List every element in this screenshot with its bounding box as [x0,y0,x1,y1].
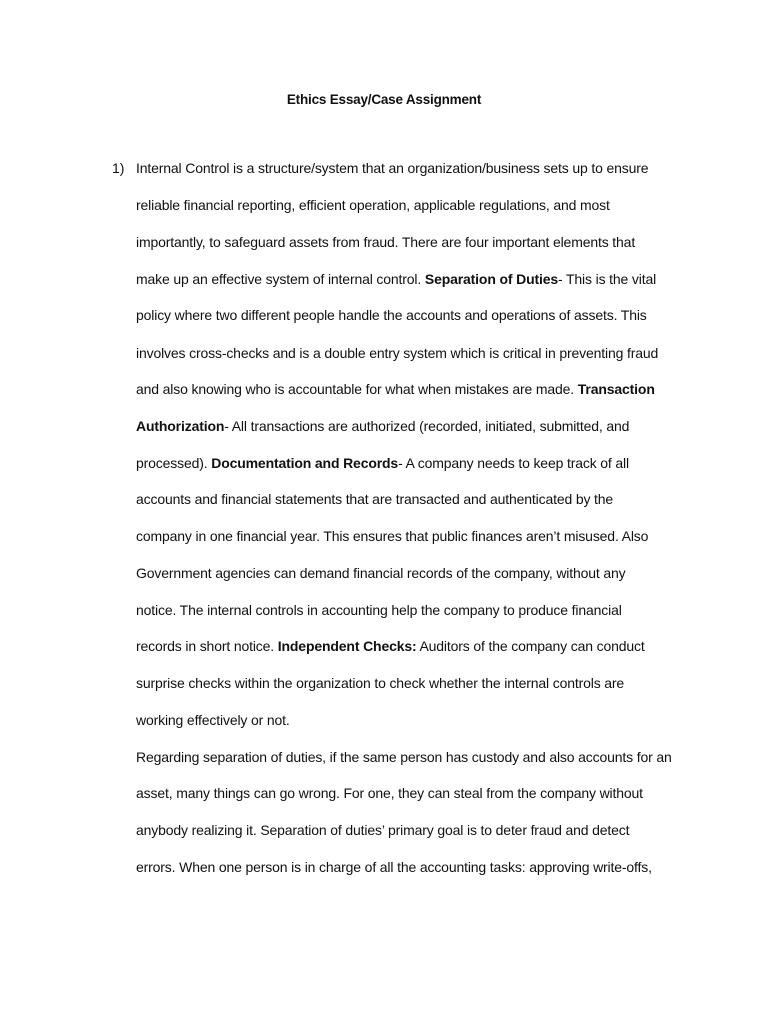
body-text: anybody realizing it. Separation of duties’ primary goal is to deter fraud and detect [136,822,630,838]
body-text: - All transactions are authorized (recorded, initiated, submitted, and [224,418,630,434]
body-text-line [136,233,635,251]
body-text: policy where two different people handle the accounts and operations of assets. This [136,307,647,323]
body-text-line [136,748,672,766]
bold-heading-text: Documentation and Records [211,455,399,471]
list-item-number: 1) [112,160,125,176]
body-text-line [136,159,648,177]
body-text: asset, many things can go wrong. For one, they can steal from the company without [136,785,643,801]
body-text-line [136,858,652,876]
body-text-line [136,564,626,582]
body-text: notice. The internal controls in accounting help the company to produce financial [136,602,622,618]
body-text: surprise checks within the organization to check whether the internal controls are [136,675,625,691]
body-text: make up an effective system of internal control. [136,271,425,287]
body-text: and also knowing who is accountable for what when mistakes are made. [136,381,578,397]
bold-heading-text: Independent Checks: [277,638,417,654]
body-text: involves cross-checks and is a double entry system which is critical in preventing fraud [136,345,659,361]
body-text-line [136,454,629,472]
body-text-line [136,674,624,692]
body-text-line [136,490,613,508]
body-text: company in one financial year. This ensures that public finances aren’t misused. Also [136,528,649,544]
document-title: Ethics Essay/Case Assignment [286,92,482,107]
body-text-line [136,784,643,802]
body-text: importantly, to safeguard assets from fraud. There are four important elements that [136,234,636,250]
body-text-line [136,196,610,214]
bold-heading-text: Separation of Duties [424,271,559,287]
body-text: errors. When one person is in charge of all the accounting tasks: approving write-offs, [136,859,652,875]
body-text-line [136,821,629,839]
body-text: Regarding separation of duties, if the same person has custody and also accounts for an [136,749,672,765]
body-text: accounts and financial statements that are transacted and authenticated by the [136,491,614,507]
body-text-line [136,306,647,324]
body-text: working effectively or not. [136,712,290,728]
body-text: - A company needs to keep track of all [398,455,629,471]
bold-heading-text: Transaction [577,381,655,397]
body-text-line [136,344,658,362]
body-text: Government agencies can demand financial records of the company, without any [136,565,626,581]
body-text-line [136,380,655,398]
body-text: Auditors of the company can conduct [416,638,645,654]
body-text: - This is the vital [558,271,657,287]
body-text: records in short notice. [136,638,278,654]
body-text: processed). [136,455,212,471]
body-text: reliable financial reporting, efficient operation, applicable regulations, and most [136,197,610,213]
body-text-line [136,527,648,545]
body-text-line [136,417,629,435]
body-text-line [136,601,622,619]
body-text: Internal Control is a structure/system that an organization/business sets up to ensure [136,160,649,176]
body-text-line [136,270,656,288]
bold-heading-text: Authorization [136,418,225,434]
body-text-line [136,711,290,729]
body-text-line [136,637,645,655]
